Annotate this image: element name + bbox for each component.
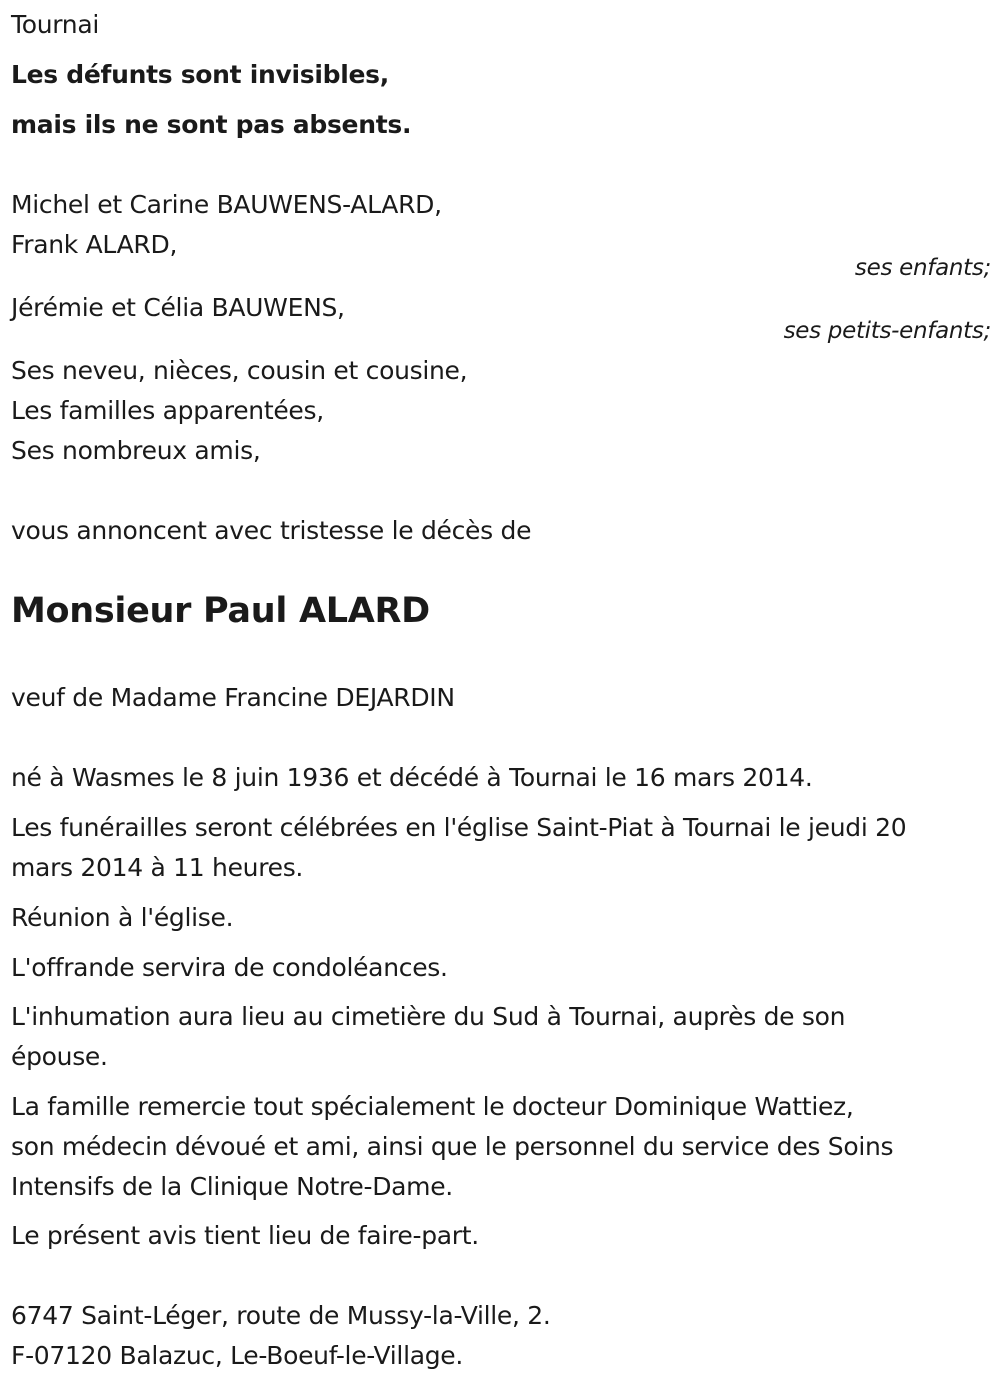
address-line-2: F-07120 Balazuc, Le-Boeuf-le-Village. — [11, 1341, 464, 1370]
others-line-3: Ses nombreux amis, — [11, 436, 261, 465]
quote-line-1: Les défunts sont invisibles, — [11, 60, 389, 89]
birth-death: né à Wasmes le 8 juin 1936 et décédé à Tournai le 16 mars 2014. — [11, 763, 813, 792]
offering: L'offrande servira de condoléances. — [11, 953, 448, 982]
announcement: vous annoncent avec tristesse le décès de — [11, 516, 532, 545]
children-line-2: Frank ALARD, — [11, 230, 178, 259]
thanks-line-1: La famille remercie tout spécialement le docteur Dominique Wattiez, — [11, 1092, 854, 1121]
widower-of: veuf de Madame Francine DEJARDIN — [11, 683, 455, 712]
burial-line-1: L'inhumation aura lieu au cimetière du Sud à Tournai, auprès de son — [11, 1002, 846, 1031]
address-line-1: 6747 Saint-Léger, route de Mussy-la-Ville, 2. — [11, 1301, 551, 1330]
grandchildren-line-1: Jérémie et Célia BAUWENS, — [11, 293, 345, 322]
thanks-line-2: son médecin dévoué et ami, ainsi que le personnel du service des Soins — [11, 1132, 894, 1161]
funeral-line-2: mars 2014 à 11 heures. — [11, 853, 304, 882]
quote-line-2: mais ils ne sont pas absents. — [11, 110, 412, 139]
deceased-name: Monsieur Paul ALARD — [11, 591, 430, 631]
others-line-2: Les familles apparentées, — [11, 396, 324, 425]
burial-line-2: épouse. — [11, 1042, 108, 1071]
meeting: Réunion à l'église. — [11, 903, 234, 932]
grandchildren-role: ses petits-enfants; — [783, 318, 991, 344]
location: Tournai — [11, 10, 100, 39]
thanks-line-3: Intensifs de la Clinique Notre-Dame. — [11, 1172, 453, 1201]
notice: Le présent avis tient lieu de faire-part. — [11, 1221, 479, 1250]
funeral-line-1: Les funérailles seront célébrées en l'église Saint-Piat à Tournai le jeudi 20 — [11, 813, 907, 842]
children-line-1: Michel et Carine BAUWENS-ALARD, — [11, 190, 442, 219]
obituary-notice — [11, 0, 991, 1391]
children-role: ses enfants; — [854, 255, 991, 281]
others-line-1: Ses neveu, nièces, cousin et cousine, — [11, 356, 468, 385]
